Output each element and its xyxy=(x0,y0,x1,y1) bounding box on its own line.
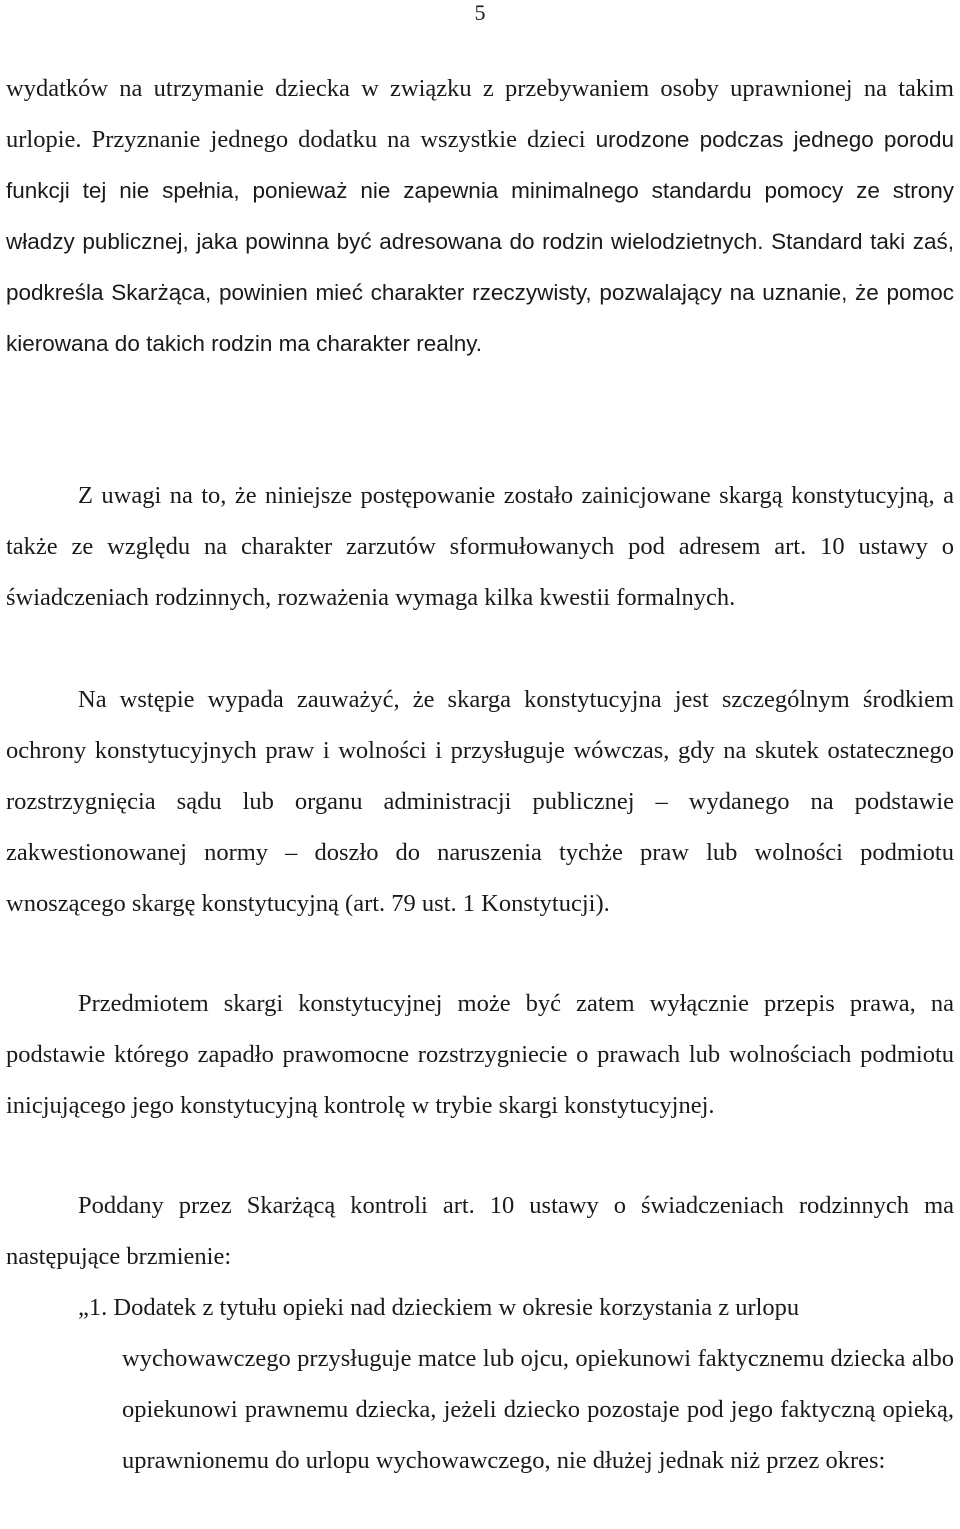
quoted-provision-first-line: „1. Dodatek z tytułu opieki nad dzieckiem w okresie korzystania z urlopu xyxy=(78,1294,800,1321)
paragraph-1-sans-text: urodzone podczas jednego porodu funkcji tej nie spełnia, ponieważ nie zapewnia minimalnego standardu pomocy ze strony władzy publicznej, jaka powinna być adresowana do rodzin wielodzietnych. Standard taki zaś, podkreśla Skarżąca, powinien mieć charakter rzeczywisty, pozwalający na uznanie, że pomoc kierowana do takich rodzin ma charakter realny. xyxy=(6,127,954,356)
paragraph-5: Poddany przez Skarżącą kontroli art. 10 ustawy o świadczeniach rodzinnych ma następujące brzmienie: xyxy=(6,1192,954,1270)
paragraph-2: Z uwagi na to, że niniejsze postępowanie zostało zainicjowane skargą konstytucyjną, a także ze względu na charakter zarzutów sformułowanych pod adresem art. 10 ustawy o świadczeniach rodzinnych, rozważenia wymaga kilka kwestii formalnych. xyxy=(6,482,954,611)
page-number: 5 xyxy=(474,0,486,25)
paragraph-1 xyxy=(6,63,954,369)
quoted-provision-continuation: wychowawczego przysługuje matce lub ojcu, opiekunowi faktycznemu dziecka albo opiekunowi prawnemu dziecka, jeżeli dziecko pozostaje pod jego faktyczną opieką, uprawnionemu do urlopu wychowawczego, nie dłużej jednak niż przez okres: xyxy=(122,1345,954,1474)
quoted-provision xyxy=(78,1282,954,1486)
paragraph-4: Przedmiotem skargi konstytucyjnej może być zatem wyłącznie przepis prawa, na podstawie którego zapadło prawomocne rozstrzygniecie o prawach lub wolnościach podmiotu inicjującego jego konstytucyjną kontrolę w trybie skargi konstytucyjnej. xyxy=(6,990,954,1119)
paragraph-1-serif-text: wydatków na utrzymanie dziecka w związku z przebywaniem osoby uprawnionej na takim urlopie. Przyznanie jednego dodatku na wszystkie dzieci xyxy=(6,75,954,153)
paragraph-3: Na wstępie wypada zauważyć, że skarga konstytucyjna jest szczególnym środkiem ochrony konstytucyjnych praw i wolności i przysługuje wówczas, gdy na skutek ostatecznego rozstrzygnięcia sądu lub organu administracji publicznej – wydanego na podstawie zakwestionowanej normy – doszło do naruszenia tychże praw lub wolności podmiotu wnoszącego skargę konstytucyjną (art. 79 ust. 1 Konstytucji). xyxy=(6,686,954,917)
